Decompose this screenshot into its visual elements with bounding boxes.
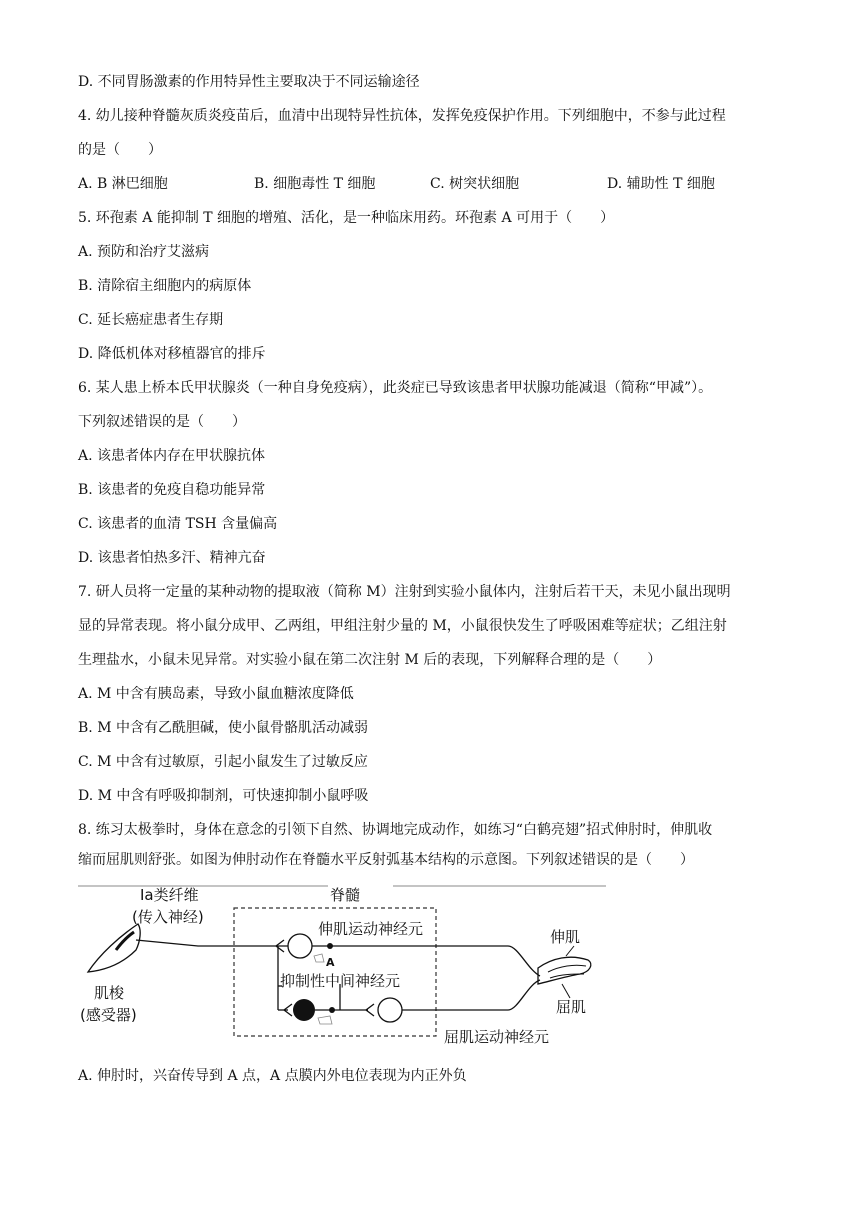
q7-option-a: A. M 中含有胰岛素，导致小鼠血糖浓度降低 (78, 686, 354, 702)
point-a-dot (327, 943, 333, 949)
label-fiber: Ia类纤维 (140, 886, 199, 904)
q4-option-a: A. B 淋巴细胞 (78, 176, 168, 192)
q7-option-b: B. M 中含有乙酰胆碱，使小鼠骨骼肌活动减弱 (78, 720, 368, 736)
q4-stem-line2: 的是（ ） (78, 142, 162, 158)
q6-option-c: C. 该患者的血清 TSH 含量偏高 (78, 516, 278, 532)
q5-option-a: A. 预防和治疗艾滋病 (78, 244, 210, 260)
q5-option-b: B. 清除宿主细胞内的病原体 (78, 278, 252, 294)
label-receptor: (感受器) (80, 1006, 137, 1024)
q8-option-a: A. 伸肘时，兴奋传导到 A 点，A 点膜内外电位表现为内正外负 (78, 1068, 467, 1084)
extensor-pointer (566, 946, 574, 956)
label-spindle: 肌梭 (94, 984, 125, 1002)
q7-option-c: C. M 中含有过敏原，引起小鼠发生了过敏反应 (78, 754, 368, 770)
label-inhibitory: 抑制性中间神经元 (280, 972, 401, 990)
q4-option-d: D. 辅助性 T 细胞 (607, 176, 715, 192)
q5-option-d: D. 降低机体对移植器官的排斥 (78, 346, 266, 362)
flexor-pointer (562, 984, 570, 998)
q6-stem-line1: 6. 某人患上桥本氏甲状腺炎（一种自身免疫病），此炎症已导致该患者甲状腺功能减退（简称“甲减”）。 (78, 380, 713, 396)
label-flexor-motor: 屈肌运动神经元 (444, 1028, 550, 1046)
point-a-label: A (326, 956, 335, 969)
q8-stem-line2: 缩而屈肌则舒张。如图为伸肘动作在脊髓水平反射弧基本结构的示意图。下列叙述错误的是（ ） (78, 852, 694, 868)
q8-stem-line1: 8. 练习太极拳时，身体在意念的引领下自然、协调地完成动作，如练习“白鹤亮翅”招式伸肘时，伸肌收 (78, 822, 713, 838)
label-extensor-motor: 伸肌运动神经元 (318, 920, 424, 938)
extensor-motor-neuron-body (288, 934, 312, 958)
q6-option-d: D. 该患者怕热多汗、精神亢奋 (78, 550, 266, 566)
q6-option-a: A. 该患者体内存在甲状腺抗体 (78, 448, 266, 464)
q7-stem-line3: 生理盐水，小鼠未见异常。对实验小鼠在第二次注射 M 后的表现，下列解释合理的是（ ） (78, 652, 662, 668)
small-mark-2 (318, 1016, 332, 1024)
afferent-fiber (136, 940, 288, 946)
q7-option-d: D. M 中含有呼吸抑制剂，可快速抑制小鼠呼吸 (78, 788, 369, 804)
q3-option-d: D. 不同胃肠激素的作用特异性主要取决于不同运输途径 (78, 74, 420, 90)
label-extensor: 伸肌 (550, 928, 581, 946)
label-afferent: (传入神经) (132, 908, 204, 926)
muscle-line-1 (548, 965, 586, 972)
q5-option-c: C. 延长癌症患者生存期 (78, 312, 224, 328)
inhibitory-dot (329, 1007, 335, 1013)
inhibitory-interneuron-body (293, 999, 315, 1021)
label-spinal: 脊髓 (330, 886, 361, 904)
flexor-nerve-end (508, 980, 540, 1010)
label-flexor: 屈肌 (556, 998, 587, 1016)
muscle-spindle-core (116, 932, 134, 950)
q6-stem-line2: 下列叙述错误的是（ ） (78, 414, 246, 430)
q7-stem-line1: 7. 研人员将一定量的某种动物的提取液（简称 M）注射到实验小鼠体内，注射后若干天，未见小鼠出现明 (78, 584, 731, 600)
extensor-nerve-end (508, 946, 540, 976)
reflex-arc-diagram (78, 884, 608, 1060)
q4-option-b: B. 细胞毒性 T 细胞 (254, 176, 376, 192)
small-mark-1 (314, 954, 324, 962)
muscle-spindle-shape (88, 924, 140, 972)
q4-stem-line1: 4. 幼儿接种脊髓灰质炎疫苗后，血清中出现特异性抗体，发挥免疫保护作用。下列细胞中，不参与此过程 (78, 108, 726, 124)
q4-option-c: C. 树突状细胞 (430, 176, 520, 192)
q5-stem: 5. 环孢素 A 能抑制 T 细胞的增殖、活化，是一种临床用药。环孢素 A 可用于（ ） (78, 210, 615, 226)
extensor-muscle (538, 957, 591, 984)
q6-option-b: B. 该患者的免疫自稳功能异常 (78, 482, 266, 498)
flexor-motor-neuron-body (378, 998, 402, 1022)
q7-stem-line2: 显的异常表现。将小鼠分成甲、乙两组，甲组注射少量的 M，小鼠很快发生了呼吸困难等症状；乙组注射 (78, 618, 727, 634)
